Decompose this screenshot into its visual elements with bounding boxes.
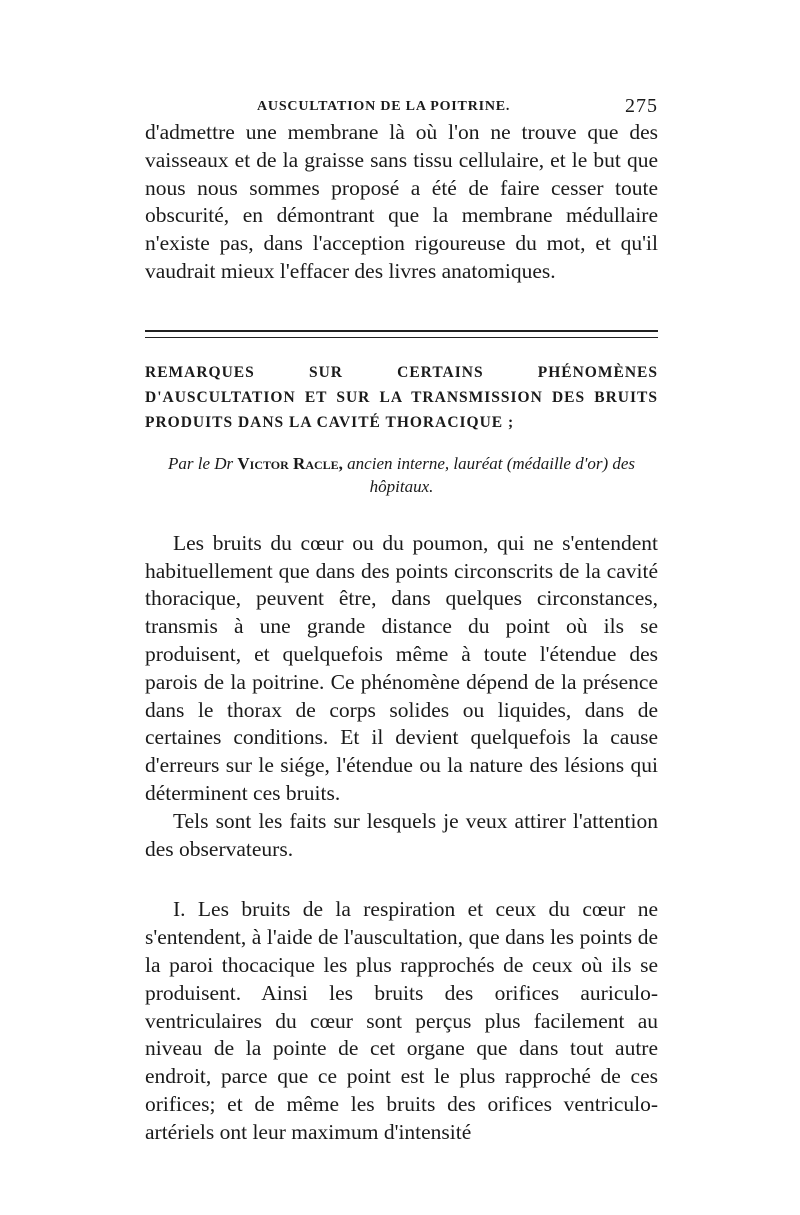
body-paragraph: Les bruits du cœur ou du poumon, qui ne s'entendent habituellement que dans des points circonscrits de la cavité thoracique, peuvent être, dans quelques circonstances, transmis à une grande distance du point où ils se produisent, et quelquefois même à toute l'étendue des parois de la poitrine. Ce phénomène dépend de la présence dans le thorax de corps solides ou liquides, dans de certaines conditions. Et il devient quelquefois la cause d'erreurs sur le siége, l'étendue ou la nature des lésions qui déterminent ces bruits. <box>145 530 658 805</box>
continuation-paragraph: d'admettre une membrane là où l'on ne trouve que des vaisseaux et de la graisse sans tissu cellulaire, et le but que nous nous sommes proposé a été de faire cesser toute obscurité, en démontrant que la membrane médullaire n'existe pas, dans l'acception rigoureuse du mot, et qu'il vaudrait mieux l'effacer des livres anatomiques. <box>145 120 658 283</box>
running-head <box>145 95 658 119</box>
author-name: Victor Racle, <box>237 453 343 473</box>
article-title: REMARQUES SUR CERTAINS PHÉNOMÈNES D'AUSCULTATION ET SUR LA TRANSMISSION DES BRUITS PRODUITS DANS LA CAVITÉ THORACIQUE ; <box>145 363 658 431</box>
byline-suffix: ancien interne, lauréat (médaille d'or) des hôpitaux. <box>347 453 636 496</box>
body-paragraph: Tels sont les faits sur lesquels je veux attirer l'attention des observateurs. <box>145 808 658 861</box>
book-page <box>145 95 658 1147</box>
page-number: 275 <box>625 95 658 117</box>
section-divider <box>145 330 658 338</box>
byline-prefix: Par le Dr <box>167 453 234 473</box>
body-paragraph: I. Les bruits de la respiration et ceux du cœur ne s'entendent, à l'aide de l'auscultation, que dans les points de la paroi thocacique les plus rapprochés de ceux où ils se produisent. Ainsi les bruits des orifices auriculo-ventriculaires du cœur sont perçus plus facilement au niveau de la pointe de cet organe que dans tout autre endroit, parce que ce point est le plus rapproché de ces orifices; et de même les bruits des orifices ventriculo-artériels ont leur maximum d'intensité <box>145 897 658 1144</box>
byline <box>145 452 658 498</box>
running-title: AUSCULTATION DE LA POITRINE. <box>257 99 511 114</box>
